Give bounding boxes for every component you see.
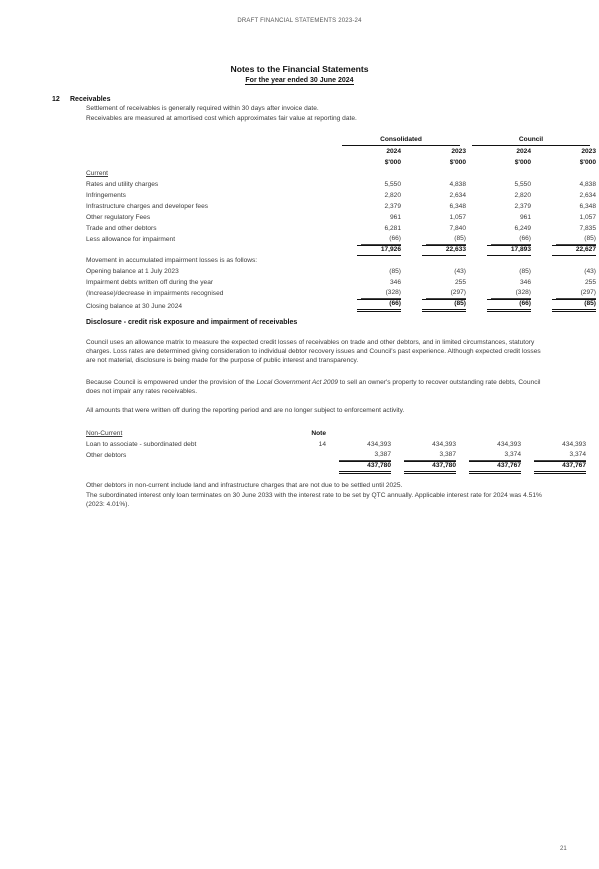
section-number: 12 bbox=[52, 96, 60, 103]
cell: (297) bbox=[401, 288, 466, 299]
year-header: 2023 bbox=[581, 148, 596, 156]
cell: 6,348 bbox=[579, 203, 596, 211]
unit-header: $'000 bbox=[384, 159, 401, 167]
row-label: Trade and other debtors bbox=[86, 225, 157, 233]
disclosure-heading: Disclosure - credit risk exposure and impairment of receivables bbox=[86, 319, 298, 326]
row-label: Rates and utility charges bbox=[86, 181, 159, 189]
cell: 961 bbox=[519, 214, 531, 222]
total-cell: 22,633 bbox=[401, 245, 466, 256]
cell: (85) bbox=[531, 234, 596, 245]
cell: 255 bbox=[454, 279, 466, 287]
group-header-row bbox=[86, 135, 596, 146]
cell: (85) bbox=[389, 268, 401, 276]
draft-watermark-header: DRAFT FINANCIAL STATEMENTS 2023-24 bbox=[237, 18, 362, 24]
year-header-row bbox=[86, 146, 596, 157]
year-header: 2024 bbox=[386, 148, 401, 156]
table-row bbox=[86, 288, 596, 299]
total-cell: 437,780 bbox=[391, 461, 456, 474]
cell: (66) bbox=[466, 234, 531, 245]
cell: 6,281 bbox=[384, 225, 401, 233]
cell: 2,379 bbox=[384, 203, 401, 211]
impairment-table bbox=[86, 255, 596, 312]
cell: 2,379 bbox=[514, 203, 531, 211]
cell: 5,550 bbox=[384, 181, 401, 189]
table-row bbox=[86, 223, 596, 234]
table-row bbox=[86, 201, 596, 212]
intro-line-1: Settlement of receivables is generally required within 30 days after invoice date. bbox=[86, 105, 319, 112]
cell: 3,387 bbox=[326, 450, 391, 461]
cell: 961 bbox=[389, 214, 401, 222]
page-subtitle: For the year ended 30 June 2024 bbox=[245, 77, 354, 84]
cell: 7,835 bbox=[579, 225, 596, 233]
current-label: Current bbox=[86, 170, 108, 178]
disclosure-paragraph-1: Council uses an allowance matrix to measure the expected credit losses of receivables on trade and other debtors, and in limited circumstances, statutory charges. Loss rates are determined giving consideration to individual debtor recovery issues and Council's past experience. Although expected credit losses are not material, disclosure is being made for the purpose of public interest and transparency. bbox=[86, 339, 541, 364]
table-row bbox=[86, 234, 596, 245]
cell: 1,057 bbox=[579, 214, 596, 222]
section-title: Receivables bbox=[70, 96, 111, 103]
group-consolidated: Consolidated bbox=[336, 135, 466, 146]
row-label: Infrastructure charges and developer fees bbox=[86, 203, 209, 211]
total-cell: (85) bbox=[531, 299, 596, 312]
impairment-heading: Movement in accumulated impairment losses is as follows: bbox=[86, 257, 258, 265]
section-heading bbox=[52, 95, 110, 104]
total-cell: 437,780 bbox=[326, 461, 391, 474]
footer-note-2: The subordinated interest only loan terminates on 30 June 2033 with the interest rate to be set by QTC annually. Applicable interest rate for 2024 was 4.51% (2023: 4.01%). bbox=[86, 492, 542, 508]
table-row bbox=[86, 450, 586, 461]
note-ref: 14 bbox=[318, 441, 326, 449]
cell: (85) bbox=[519, 268, 531, 276]
cell: 3,374 bbox=[456, 450, 521, 461]
non-current-table bbox=[86, 428, 586, 474]
total-cell: (66) bbox=[336, 299, 401, 312]
note-header: Note bbox=[311, 430, 326, 438]
note-ref bbox=[286, 450, 326, 461]
closing-balance-row bbox=[86, 299, 596, 312]
cell: (66) bbox=[336, 234, 401, 245]
cell: 434,393 bbox=[497, 441, 521, 449]
cell: 6,249 bbox=[514, 225, 531, 233]
cell: 346 bbox=[519, 279, 531, 287]
non-current-label: Non-Current bbox=[86, 430, 123, 438]
unit-header-row bbox=[86, 157, 596, 168]
cell: (43) bbox=[584, 268, 596, 276]
total-cell: (66) bbox=[466, 299, 531, 312]
year-header: 2023 bbox=[451, 148, 466, 156]
group-council: Council bbox=[466, 135, 596, 146]
page-number: 21 bbox=[560, 846, 567, 852]
row-label: Infringements bbox=[86, 192, 126, 200]
receivables-table bbox=[86, 135, 596, 256]
cell: 434,393 bbox=[562, 441, 586, 449]
table-row bbox=[86, 266, 596, 277]
cell: 434,393 bbox=[432, 441, 456, 449]
total-cell: 437,767 bbox=[521, 461, 586, 474]
cell: 2,820 bbox=[514, 192, 531, 200]
non-current-header-row bbox=[86, 428, 586, 439]
cell: 434,393 bbox=[367, 441, 391, 449]
cell: (328) bbox=[336, 288, 401, 299]
cell: (85) bbox=[401, 234, 466, 245]
row-label: Loan to associate - subordinated debt bbox=[86, 441, 197, 449]
total-cell: 22,627 bbox=[531, 245, 596, 256]
total-cell: 17,926 bbox=[336, 245, 401, 256]
current-label-row bbox=[86, 168, 596, 179]
total-cell: 437,767 bbox=[456, 461, 521, 474]
row-label: (Increase)/decrease in impairments recognised bbox=[86, 290, 224, 298]
cell: (43) bbox=[454, 268, 466, 276]
cell: 2,634 bbox=[449, 192, 466, 200]
cell: 346 bbox=[389, 279, 401, 287]
row-label: Closing balance at 30 June 2024 bbox=[86, 303, 183, 310]
table-row bbox=[86, 277, 596, 288]
cell: 255 bbox=[584, 279, 596, 287]
cell: (328) bbox=[466, 288, 531, 299]
table-row bbox=[86, 439, 586, 450]
act-name: Local Government Act 2009 bbox=[256, 379, 338, 386]
cell: 4,838 bbox=[579, 181, 596, 189]
cell: 3,387 bbox=[391, 450, 456, 461]
unit-header: $'000 bbox=[514, 159, 531, 167]
year-header: 2024 bbox=[516, 148, 531, 156]
footer-note-1: Other debtors in non-current include land and infrastructure charges that are not due to be settled until 2025. bbox=[86, 482, 403, 489]
cell: 2,820 bbox=[384, 192, 401, 200]
row-label: Other regulatory Fees bbox=[86, 214, 151, 222]
cell: 4,838 bbox=[449, 181, 466, 189]
unit-header: $'000 bbox=[449, 159, 466, 167]
total-row bbox=[86, 461, 586, 474]
cell: 1,057 bbox=[449, 214, 466, 222]
cell: (297) bbox=[531, 288, 596, 299]
cell: 6,348 bbox=[449, 203, 466, 211]
page-title: Notes to the Financial Statements bbox=[230, 64, 369, 74]
row-label: Less allowance for impairment bbox=[86, 236, 176, 244]
cell: 3,374 bbox=[521, 450, 586, 461]
cell: 5,550 bbox=[514, 181, 531, 189]
table-row bbox=[86, 212, 596, 223]
unit-header: $'000 bbox=[579, 159, 596, 167]
row-label: Impairment debts written off during the year bbox=[86, 279, 214, 287]
disclosure-paragraph-3: All amounts that were written off during the reporting period and are no longer subject to enforcement activity. bbox=[86, 407, 405, 414]
impairment-heading-row bbox=[86, 255, 596, 266]
row-label: Other debtors bbox=[86, 452, 127, 460]
total-cell: (85) bbox=[401, 299, 466, 312]
cell: 7,840 bbox=[449, 225, 466, 233]
cell: 2,634 bbox=[579, 192, 596, 200]
disclosure-paragraph-2: Because Council is empowered under the provision of the Local Government Act 2009 to sell an owner's property to recover outstanding rate debts, Council does not impair any rates receivables. bbox=[86, 379, 541, 395]
intro-line-2: Receivables are measured at amortised cost which approximates fair value at reporting date. bbox=[86, 115, 357, 122]
total-cell: 17,893 bbox=[466, 245, 531, 256]
table-row bbox=[86, 179, 596, 190]
table-row bbox=[86, 190, 596, 201]
row-label: Opening balance at 1 July 2023 bbox=[86, 268, 179, 276]
